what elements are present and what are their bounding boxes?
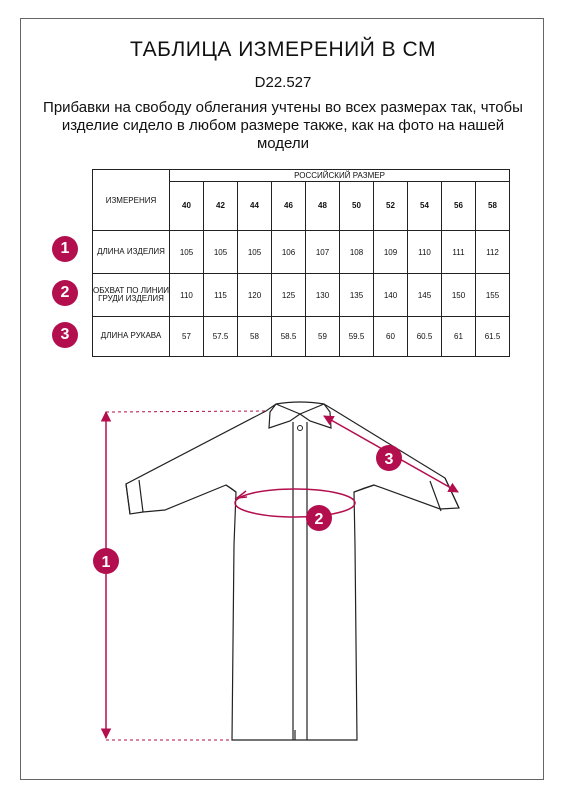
marker-2-label: 2 bbox=[314, 511, 324, 528]
row-label: ДЛИНА РУКАВА bbox=[93, 317, 170, 357]
size-header: 56 bbox=[442, 181, 476, 230]
length-measure bbox=[106, 411, 266, 740]
table-cell: 61.5 bbox=[476, 317, 510, 357]
size-header: 46 bbox=[272, 181, 306, 230]
row-badge-1: 1 bbox=[52, 236, 78, 262]
table-cell: 60.5 bbox=[408, 317, 442, 357]
table-cell: 111 bbox=[442, 231, 476, 274]
table-cell: 145 bbox=[408, 274, 442, 317]
size-header: 40 bbox=[170, 181, 204, 230]
product-code: D22.527 bbox=[254, 74, 312, 91]
table-cell: 60 bbox=[374, 317, 408, 357]
measurements-header: ИЗМЕРЕНИЯ bbox=[93, 170, 170, 231]
table-cell: 58 bbox=[238, 317, 272, 357]
fit-note: Прибавки на свободу облегания учтены во всех размерах так, чтобы изделие сидело в любом размере также, как на фото на нашей модели bbox=[43, 99, 523, 152]
table-cell: 106 bbox=[272, 231, 306, 274]
table-cell: 150 bbox=[442, 274, 476, 317]
size-header: 42 bbox=[204, 181, 238, 230]
marker-1-label: 1 bbox=[101, 554, 111, 571]
table-cell: 109 bbox=[374, 231, 408, 274]
table-cell: 59 bbox=[306, 317, 340, 357]
size-header: 52 bbox=[374, 181, 408, 230]
size-header: 54 bbox=[408, 181, 442, 230]
row-label: ОБХВАТ ПО ЛИНИИ ГРУДИ ИЗДЕЛИЯ bbox=[93, 274, 170, 317]
size-header: 48 bbox=[306, 181, 340, 230]
table-cell: 61 bbox=[442, 317, 476, 357]
row-label: ДЛИНА ИЗДЕЛИЯ bbox=[93, 231, 170, 274]
table-cell: 130 bbox=[306, 274, 340, 317]
row-badge-3: 3 bbox=[52, 322, 78, 348]
dress-outline bbox=[126, 402, 459, 740]
table-cell: 120 bbox=[238, 274, 272, 317]
table-cell: 125 bbox=[272, 274, 306, 317]
table-cell: 108 bbox=[340, 231, 374, 274]
table-cell: 110 bbox=[408, 231, 442, 274]
table-cell: 105 bbox=[170, 231, 204, 274]
table-cell: 59.5 bbox=[340, 317, 374, 357]
row-badge-2: 2 bbox=[52, 280, 78, 306]
table-cell: 107 bbox=[306, 231, 340, 274]
table-cell: 105 bbox=[238, 231, 272, 274]
chest-measure bbox=[235, 489, 355, 517]
page-title: ТАБЛИЦА ИЗМЕРЕНИЙ В СМ bbox=[130, 38, 436, 61]
table-cell: 135 bbox=[340, 274, 374, 317]
table-cell: 57.5 bbox=[204, 317, 238, 357]
table-cell: 155 bbox=[476, 274, 510, 317]
table-cell: 140 bbox=[374, 274, 408, 317]
size-header: 58 bbox=[476, 181, 510, 230]
size-header: 44 bbox=[238, 181, 272, 230]
table-cell: 58.5 bbox=[272, 317, 306, 357]
table-cell: 57 bbox=[170, 317, 204, 357]
table-cell: 112 bbox=[476, 231, 510, 274]
table-cell: 110 bbox=[170, 274, 204, 317]
size-header: 50 bbox=[340, 181, 374, 230]
size-system-header: РОССИЙСКИЙ РАЗМЕР bbox=[170, 170, 510, 182]
marker-3-label: 3 bbox=[384, 451, 394, 468]
table-cell: 115 bbox=[204, 274, 238, 317]
button-icon bbox=[298, 426, 303, 431]
table-cell: 105 bbox=[204, 231, 238, 274]
